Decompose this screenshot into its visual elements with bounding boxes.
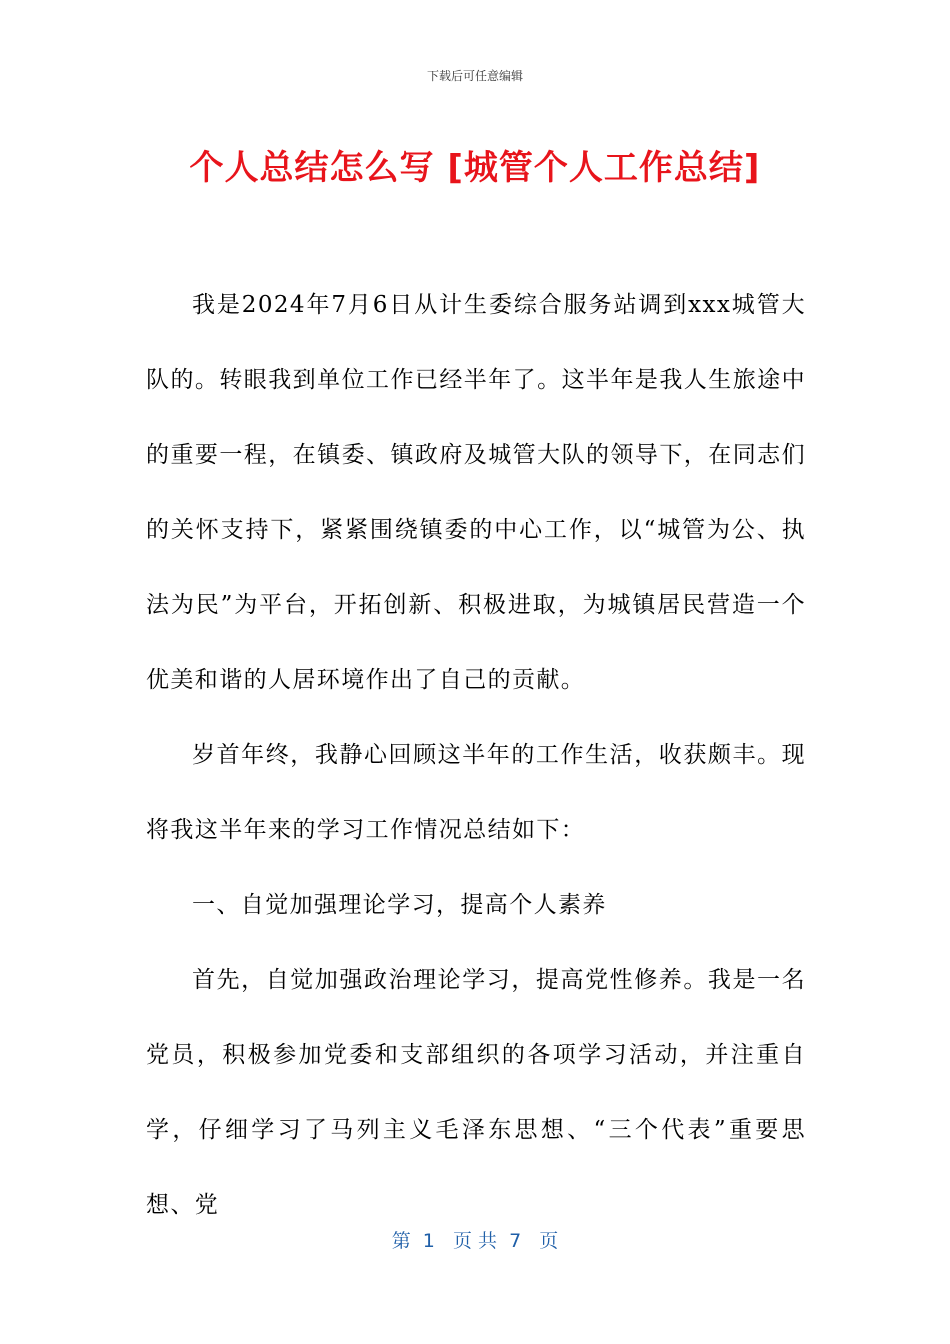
- paragraph-summary-lead: 岁首年终，我静心回顾这半年的工作生活，收获颇丰。现将我这半年来的学习工作情况总结如下：: [146, 742, 806, 843]
- document-body: [146, 268, 806, 1243]
- paragraph-theory-study: 首先，自觉加强政治理论学习，提高党性修养。我是一名党员，积极参加党委和支部组织的各项学习活动，并注重自学，仔细学习了马列主义毛泽东思想、“三个代表”重要思想、党: [146, 967, 806, 1218]
- page-number: 第 1 页 共 7 页: [391, 1230, 559, 1252]
- header-note: 下载后可任意编辑: [426, 69, 523, 83]
- paragraph-intro: 我是2024年7月6日从计生委综合服务站调到xxx城管大队的。转眼我到单位工作已经半年了。这半年是我人生旅途中的重要一程，在镇委、镇政府及城管大队的领导下，在同志们的关怀支持下，紧紧围绕镇委的中心工作，以“城管为公、执法为民”为平台，开拓创新、积极进取，为城镇居民营造一个优美和谐的人居环境作出了自己的贡献。: [146, 292, 806, 693]
- section-heading-1: 一、自觉加强理论学习，提高个人素养: [192, 892, 607, 918]
- document-title: 个人总结怎么写 [城管个人工作总结]: [189, 148, 761, 188]
